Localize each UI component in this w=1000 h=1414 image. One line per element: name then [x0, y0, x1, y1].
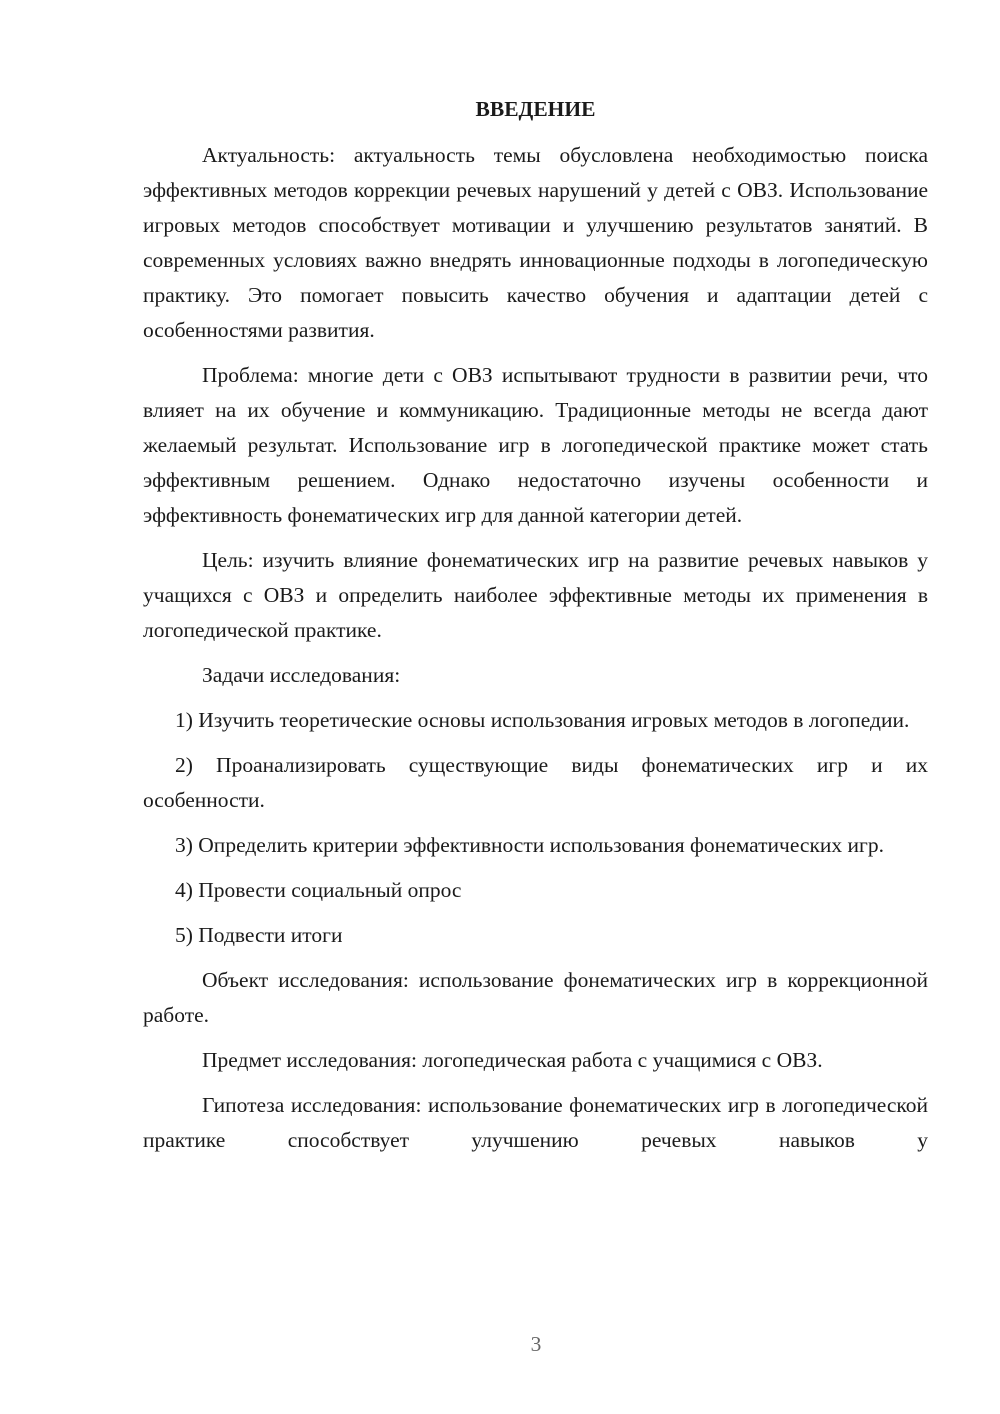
task-item-1: 1) Изучить теоретические основы использования игровых методов в логопедии. [175, 708, 910, 732]
paragraph-hypothesis: Гипотеза исследования: использование фонематических игр в логопедической практике способствует улучшению речевых навыков у [143, 1093, 928, 1152]
paragraph-goal: Цель: изучить влияние фонематических игр на развитие речевых навыков у учащихся с ОВЗ и определить наиболее эффективные методы их применения в логопедической практике. [143, 548, 928, 642]
task-item-4: 4) Провести социальный опрос [175, 878, 462, 902]
page-number: 3 [530, 1332, 542, 1356]
paragraph-problem: Проблема: многие дети с ОВЗ испытывают трудности в развитии речи, что влияет на их обучение и коммуникацию. Традиционные методы не всегда дают желаемый результат. Использование игр в логопедической практике может стать эффективным решением. Однако недостаточно изучены особенности и эффективность фонематических игр для данной категории детей. [143, 363, 928, 527]
paragraph-subject: Предмет исследования: логопедическая работа с учащимися с ОВЗ. [202, 1048, 823, 1072]
task-item-5: 5) Подвести итоги [175, 923, 343, 947]
paragraph-relevance: Актуальность: актуальность темы обусловлена необходимостью поиска эффективных методов коррекции речевых нарушений у детей с ОВЗ. Использование игровых методов способствует мотивации и улучшению результатов занятий. В современных условиях важно внедрять инновационные подходы в логопедическую практику. Это помогает повысить качество обучения и адаптации детей с особенностями развития. [143, 143, 928, 342]
document-page [143, 92, 928, 1158]
page-title: ВВЕДЕНИЕ [475, 97, 596, 121]
tasks-heading: Задачи исследования: [202, 663, 401, 687]
task-item-3: 3) Определить критерии эффективности использования фонематических игр. [175, 833, 884, 857]
task-item-2: 2) Проанализировать существующие виды фонематических игр и их особенности. [143, 753, 928, 812]
paragraph-object: Объект исследования: использование фонематических игр в коррекционной работе. [143, 968, 928, 1027]
